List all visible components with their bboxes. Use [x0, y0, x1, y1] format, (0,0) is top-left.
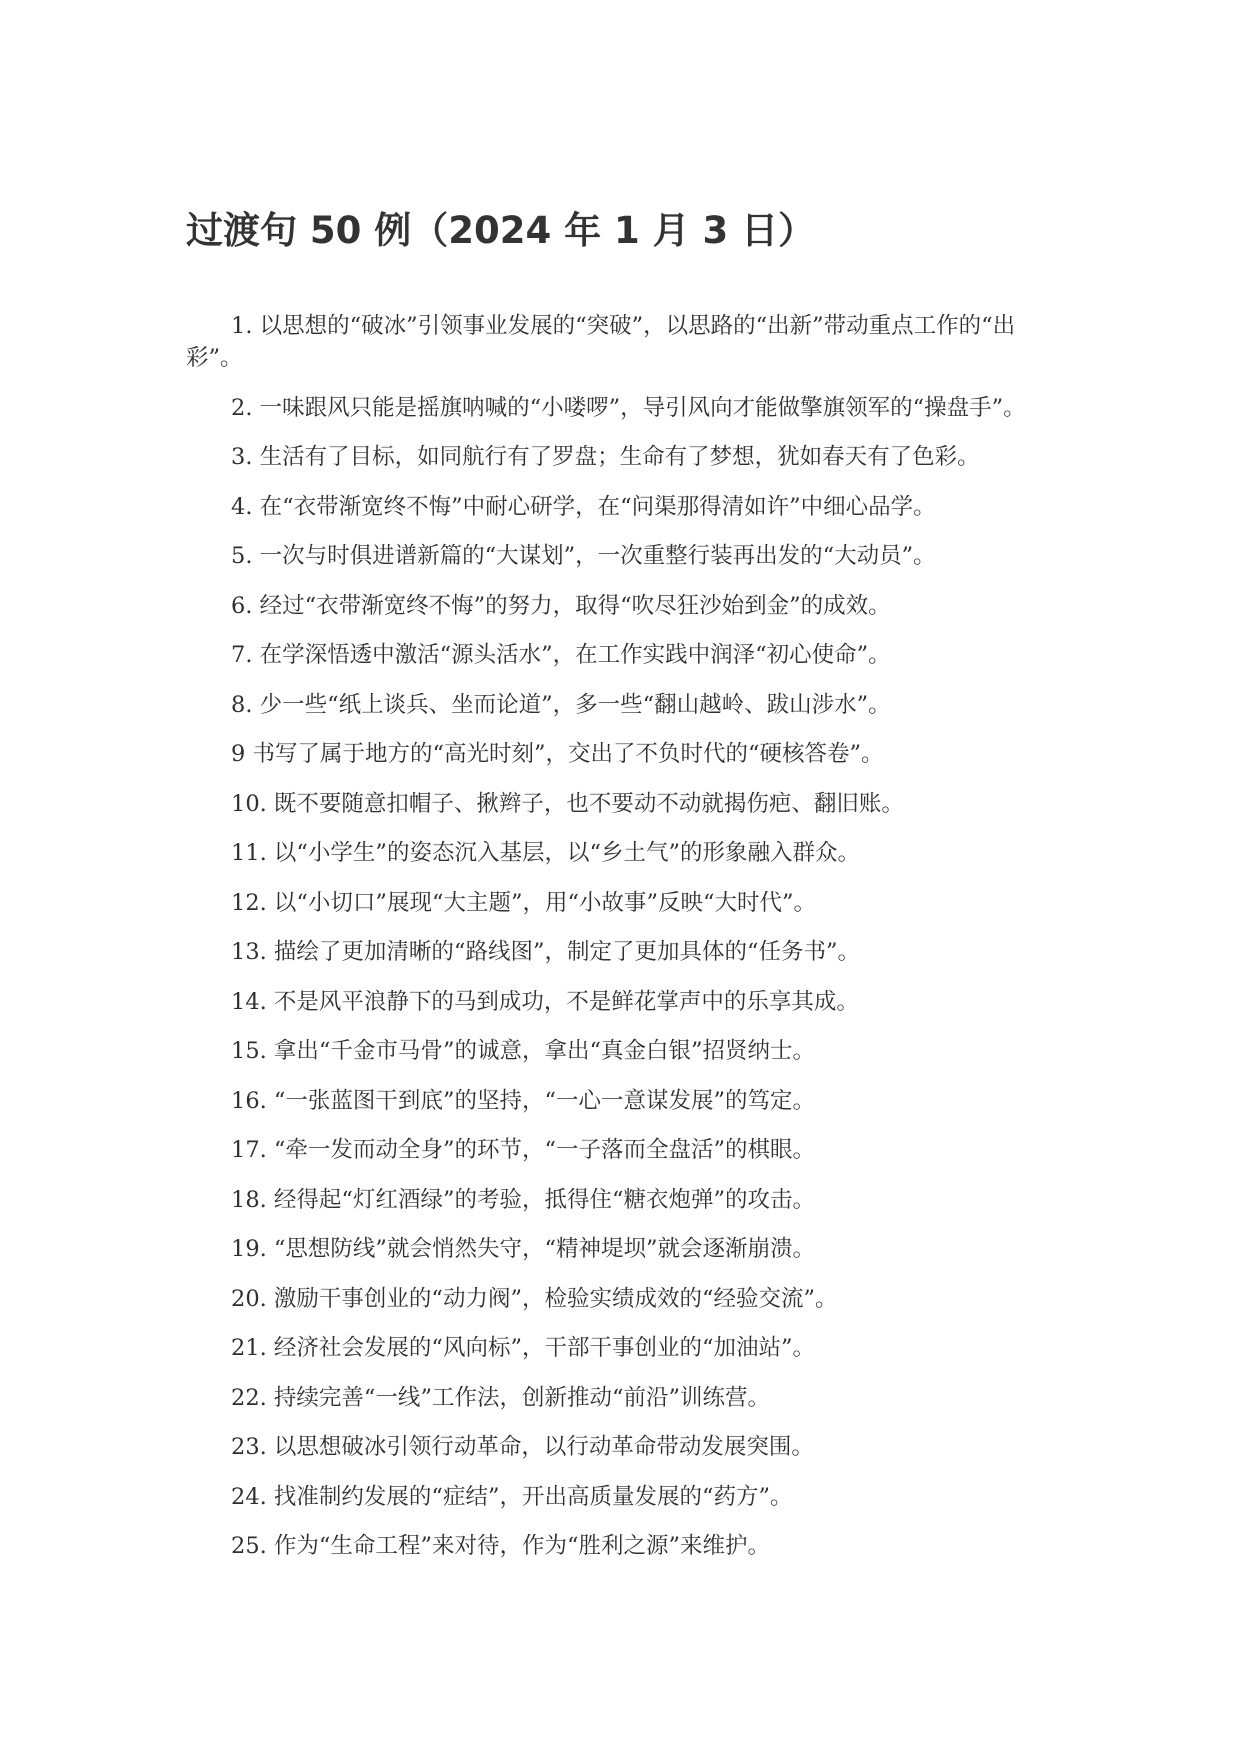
list-item: 3. 生活有了目标，如同航行有了罗盘；生命有了梦想，犹如春天有了色彩。 — [231, 444, 980, 470]
list-item: 6. 经过“衣带渐宽终不悔”的努力，取得“吹尽狂沙始到金”的成效。 — [231, 592, 891, 619]
list-item: 2. 一味跟风只能是摇旗呐喊的“小喽啰”，导引风向才能做擎旗领军的“操盘手”。 — [231, 394, 1026, 421]
list-item: 8. 少一些“纸上谈兵、坐而论道”，多一些“翻山越岭、跋山涉水”。 — [231, 691, 891, 718]
list-item: 7. 在学深悟透中激活“源头活水”，在工作实践中润泽“初心使命”。 — [231, 642, 891, 668]
list-item: 4. 在“衣带渐宽终不悔”中耐心研学，在“问渠那得清如许”中细心品学。 — [231, 493, 936, 520]
list-item: 22. 持续完善“一线”工作法，创新推动“前沿”训练营。 — [231, 1384, 770, 1411]
list-item: 20. 激励干事创业的“动力阀”，检验实绩成效的“经验交流”。 — [231, 1285, 838, 1312]
list-item: 15. 拿出“千金市马骨”的诚意，拿出“真金白银”招贤纳士。 — [231, 1038, 815, 1064]
list-item: 11. 以“小学生”的姿态沉入基层，以“乡土气”的形象融入群众。 — [231, 840, 860, 866]
list-item: 9 书写了属于地方的“高光时刻”，交出了不负时代的“硬核答卷”。 — [231, 741, 884, 767]
page-title: 过渡句 50 例（2024 年 1 月 3 日） — [186, 209, 816, 252]
list-item: 13. 描绘了更加清晰的“路线图”，制定了更加具体的“任务书”。 — [231, 939, 860, 965]
list-item: 16. “一张蓝图干到底”的坚持，“一心一意谋发展”的笃定。 — [231, 1087, 815, 1114]
sentence-list — [186, 310, 1056, 1580]
list-item: 12. 以“小切口”展现“大主题”，用“小故事”反映“大时代”。 — [231, 889, 816, 916]
list-item: 14. 不是风平浪静下的马到成功，不是鲜花掌声中的乐享其成。 — [231, 988, 859, 1015]
list-item: 23. 以思想破冰引领行动革命，以行动革命带动发展突围。 — [231, 1434, 814, 1460]
list-item: 18. 经得起“灯红酒绿”的考验，抵得住“糖衣炮弹”的攻击。 — [231, 1186, 815, 1213]
list-item: 5. 一次与时俱进谱新篇的“大谋划”，一次重整行装再出发的“大动员”。 — [231, 543, 936, 569]
list-item: 24. 找准制约发展的“症结”，开出高质量发展的“药方”。 — [231, 1483, 793, 1510]
list-item: 1. 以思想的“破冰”引领事业发展的“突破”，以思路的“出新”带动重点工作的“出彩”。 — [186, 313, 1016, 371]
list-item: 10. 既不要随意扣帽子、揪辫子，也不要动不动就揭伤疤、翻旧账。 — [231, 790, 904, 817]
list-item: 19. “思想防线”就会悄然失守，“精神堤坝”就会逐渐崩溃。 — [231, 1236, 815, 1262]
list-item: 17. “牵一发而动全身”的环节，“一子落而全盘活”的棋眼。 — [231, 1137, 815, 1163]
list-item: 25. 作为“生命工程”来对待，作为“胜利之源”来维护。 — [231, 1533, 770, 1559]
list-item: 21. 经济社会发展的“风向标”，干部干事创业的“加油站”。 — [231, 1335, 815, 1361]
